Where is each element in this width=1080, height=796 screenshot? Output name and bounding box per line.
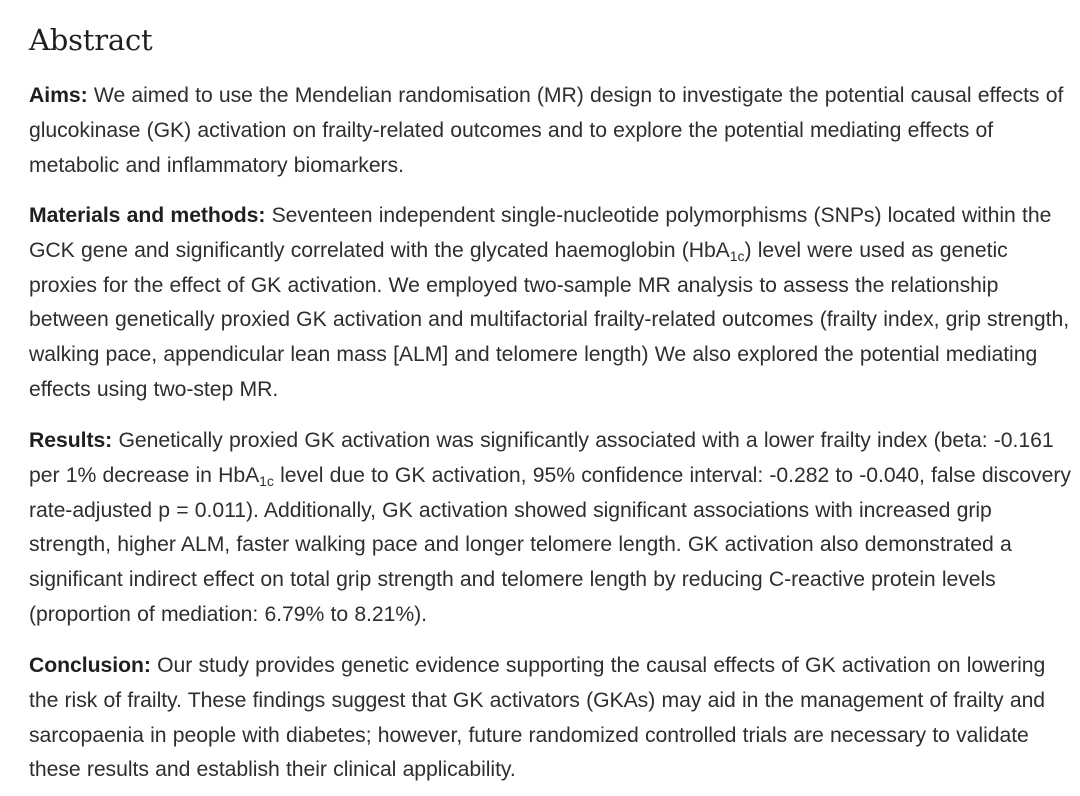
abstract-heading: Abstract bbox=[29, 23, 153, 57]
results-label: Results: bbox=[29, 429, 113, 452]
methods-text-2: ) level were used as genetic proxies for the effect of GK activation. We employed two-sample MR analysis to assess the relationship between genetically proxied GK activation and multifactorial frailty-related outcomes (frailty index, grip strength, walking pace, appendicular lean mass [ALM] and telomere length) We also explored the potential mediating effects using two-step MR. bbox=[29, 238, 1070, 401]
results-subscript: 1c bbox=[259, 472, 274, 489]
methods-paragraph bbox=[29, 199, 1074, 408]
conclusion-text: Our study provides genetic evidence supporting the causal effects of GK activation on lowering the risk of frailty. These findings suggest that GK activators (GKAs) may aid in the management of frailty and sarcopaenia in people with diabetes; however, future randomized controlled trials are necessary to validate these results and establish their clinical applicability. bbox=[29, 654, 1046, 782]
results-text-1: Genetically proxied GK activation was significantly associated with a lower frailty index (beta: -0.161 per 1% decrease in HbA bbox=[29, 429, 1054, 487]
methods-subscript: 1c bbox=[729, 247, 745, 264]
methods-text-1: Seventeen independent single-nucleotide polymorphisms (SNPs) located within the GCK gene and significantly correlated with the glycated haemoglobin (HbA bbox=[29, 204, 1052, 262]
methods-label: Materials and methods: bbox=[29, 204, 266, 227]
aims-paragraph bbox=[29, 79, 1074, 183]
aims-text: We aimed to use the Mendelian randomisation (MR) design to investigate the potential causal effects of glucokinase (GK) activation on frailty-related outcomes and to explore the potential mediating effects of metabolic and inflammatory biomarkers. bbox=[29, 84, 1064, 177]
results-paragraph bbox=[29, 424, 1074, 633]
conclusion-label: Conclusion: bbox=[29, 654, 151, 677]
aims-label: Aims: bbox=[29, 84, 88, 107]
conclusion-paragraph bbox=[29, 649, 1074, 788]
results-text-2: level due to GK activation, 95% confidence interval: -0.282 to -0.040, false discovery rate-adjusted p = 0.011). Additionally, GK activation showed significant associations with increased grip strength, higher ALM, faster walking pace and longer telomere length. GK activation also demonstrated a significant indirect effect on total grip strength and telomere length by reducing C-reactive protein levels (proportion of mediation: 6.79% to 8.21%). bbox=[29, 463, 1071, 626]
